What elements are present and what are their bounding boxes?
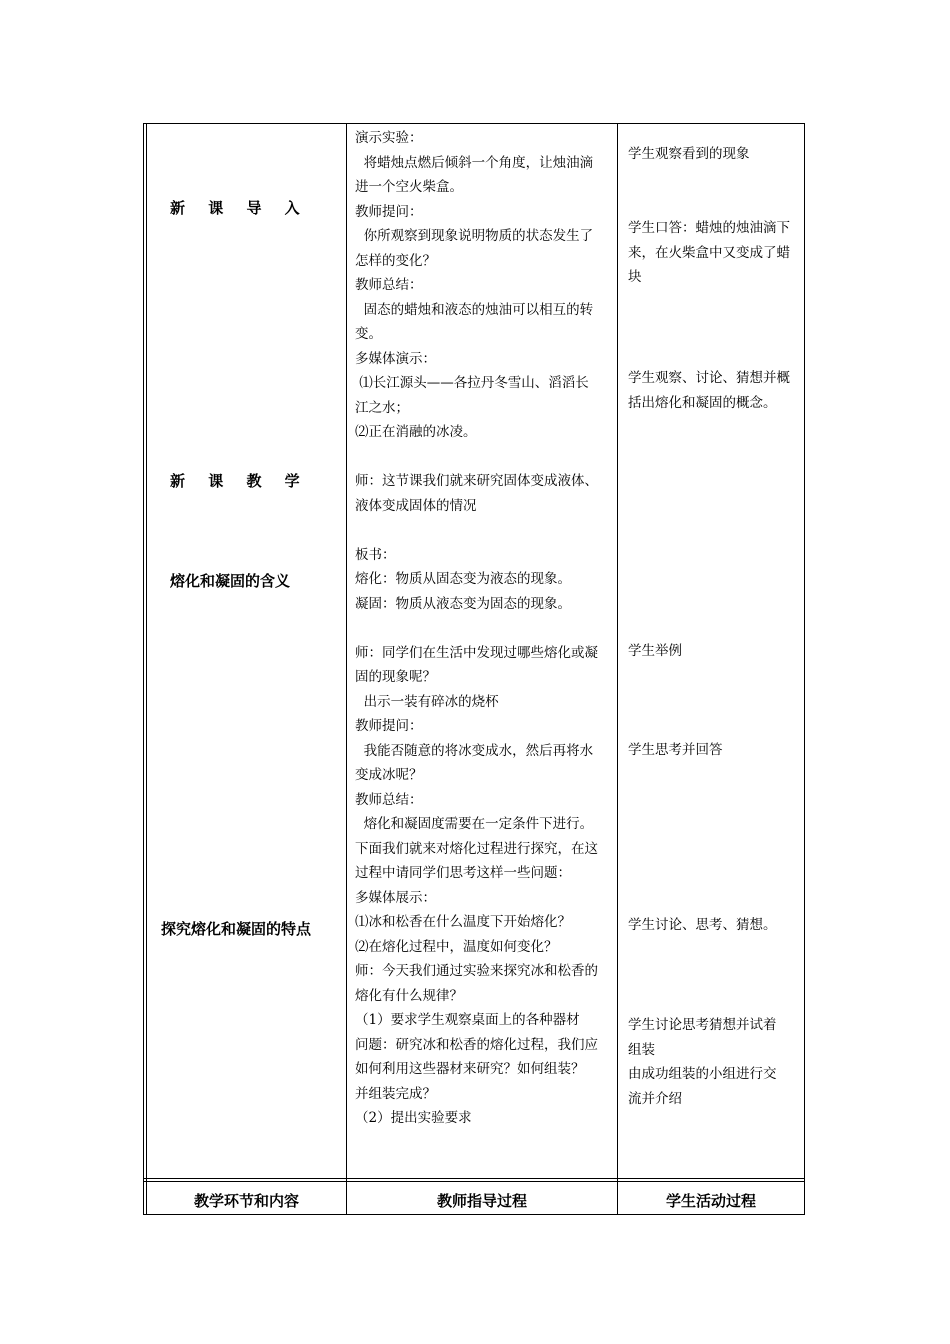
section-label-explore: 探究熔化和凝固的特点 bbox=[161, 920, 312, 938]
table-border-left bbox=[143, 123, 144, 1215]
footer-col-student: 学生活动过程 bbox=[665, 1192, 756, 1210]
student-line: 学生观察看到的现象 bbox=[628, 146, 750, 162]
teacher-line: 下面我们就来对熔化过程进行探究，在这 bbox=[355, 840, 598, 857]
teacher-line: ⑴长江源头——各拉丹冬雪山、滔滔长 bbox=[355, 375, 589, 391]
teacher-line: 熔化有什么规律？ bbox=[355, 987, 463, 1004]
teacher-line: 江之水； bbox=[355, 399, 409, 416]
footer-col-sections: 教学环节和内容 bbox=[193, 1192, 299, 1210]
student-line: 块 bbox=[628, 269, 642, 285]
student-line: 括出熔化和凝固的概念。 bbox=[628, 394, 777, 411]
teacher-line: 将蜡烛点燃后倾斜一个角度，让烛油滴 bbox=[355, 154, 594, 171]
footer-col-teacher: 教师指导过程 bbox=[436, 1192, 527, 1210]
teacher-line: 师：今天我们通过实验来探究冰和松香的 bbox=[355, 963, 598, 979]
teacher-line: 教师提问： bbox=[355, 718, 423, 734]
teacher-line: 固态的蜡烛和液态的烛油可以相互的转 bbox=[355, 301, 594, 318]
footer-divider bbox=[143, 1178, 805, 1179]
footer-divider-inner bbox=[143, 1181, 805, 1182]
teacher-line: 凝固：物质从液态变为固态的现象。 bbox=[355, 595, 571, 612]
teacher-line: 熔化：物质从固态变为液态的现象。 bbox=[355, 571, 571, 587]
table-border-left-inner bbox=[146, 123, 147, 1215]
student-line: 学生举例 bbox=[628, 643, 682, 659]
student-activity-block bbox=[628, 639, 800, 664]
teacher-line: 怎样的变化？ bbox=[355, 252, 436, 269]
teacher-line: 你所观察到现象说明物质的状态发生了 bbox=[355, 228, 594, 244]
teacher-guidance-column bbox=[355, 126, 613, 1131]
teacher-line: 变成冰呢？ bbox=[355, 767, 423, 783]
teacher-line: ⑴冰和松香在什么温度下开始熔化？ bbox=[355, 914, 571, 930]
student-activity-block bbox=[628, 1013, 800, 1111]
teacher-line: 师：同学们在生活中发现过哪些熔化或凝 bbox=[355, 644, 598, 661]
teacher-line: 演示实验： bbox=[355, 130, 423, 146]
table-border-bottom bbox=[143, 1214, 805, 1215]
teacher-line: 出示一装有碎冰的烧杯 bbox=[355, 693, 499, 710]
teacher-line: ⑵正在消融的冰凌。 bbox=[355, 424, 477, 440]
teacher-line: 板书： bbox=[355, 546, 396, 563]
teacher-line: 多媒体展示： bbox=[355, 889, 436, 906]
student-line: 学生思考并回答 bbox=[628, 742, 723, 758]
student-line: 流并介绍 bbox=[628, 1090, 682, 1107]
teacher-line: 固的现象呢？ bbox=[355, 669, 436, 685]
teacher-line: 如何利用这些器材来研究？如何组装？ bbox=[355, 1061, 585, 1077]
student-line: 来，在火柴盒中又变成了蜡 bbox=[628, 244, 790, 261]
student-activity-block bbox=[628, 366, 800, 415]
student-line: 学生口答：蜡烛的烛油滴下 bbox=[628, 220, 790, 236]
teacher-line: 变。 bbox=[355, 326, 382, 342]
student-activity-block bbox=[628, 142, 800, 167]
teacher-line: （2）提出实验要求 bbox=[355, 1110, 472, 1126]
teacher-line: ⑵在熔化过程中，温度如何变化？ bbox=[355, 938, 558, 955]
section-label-teaching: 新 课 教 学 bbox=[170, 472, 309, 490]
teacher-line: 并组装完成？ bbox=[355, 1085, 436, 1102]
section-label-meaning: 熔化和凝固的含义 bbox=[170, 572, 291, 590]
teacher-line: 进一个空火柴盒。 bbox=[355, 179, 463, 195]
student-activity-block bbox=[628, 913, 800, 938]
teacher-line: 教师总结： bbox=[355, 277, 423, 293]
student-line: 学生观察、讨论、猜想并概 bbox=[628, 370, 790, 386]
teacher-line: 问题：研究冰和松香的熔化过程，我们应 bbox=[355, 1036, 598, 1053]
teacher-line: 师：这节课我们就来研究固体变成液体、 bbox=[355, 473, 598, 489]
table-border-top bbox=[143, 123, 805, 124]
table-border-right bbox=[804, 123, 805, 1215]
teacher-line: 液体变成固体的情况 bbox=[355, 497, 477, 514]
column-divider-2 bbox=[617, 123, 618, 1215]
teacher-line: 教师总结： bbox=[355, 791, 423, 808]
teacher-line: 教师提问： bbox=[355, 203, 423, 220]
column-divider-1 bbox=[346, 123, 347, 1215]
section-label-intro: 新 课 导 入 bbox=[170, 199, 309, 217]
student-line: 由成功组装的小组进行交 bbox=[628, 1066, 777, 1082]
teacher-line: 我能否随意的将冰变成水，然后再将水 bbox=[355, 742, 594, 759]
teacher-line: 熔化和凝固度需要在一定条件下进行。 bbox=[355, 816, 594, 832]
student-activity-block bbox=[628, 738, 800, 763]
teacher-line: 过程中请同学们思考这样一些问题： bbox=[355, 865, 571, 881]
student-line: 学生讨论、思考、猜想。 bbox=[628, 917, 777, 933]
student-line: 学生讨论思考猜想并试着 bbox=[628, 1017, 777, 1033]
teacher-line: 多媒体演示： bbox=[355, 350, 436, 367]
student-line: 组装 bbox=[628, 1041, 655, 1058]
teacher-line: （1）要求学生观察桌面上的各种器材 bbox=[355, 1012, 580, 1028]
student-activity-block bbox=[628, 216, 800, 290]
